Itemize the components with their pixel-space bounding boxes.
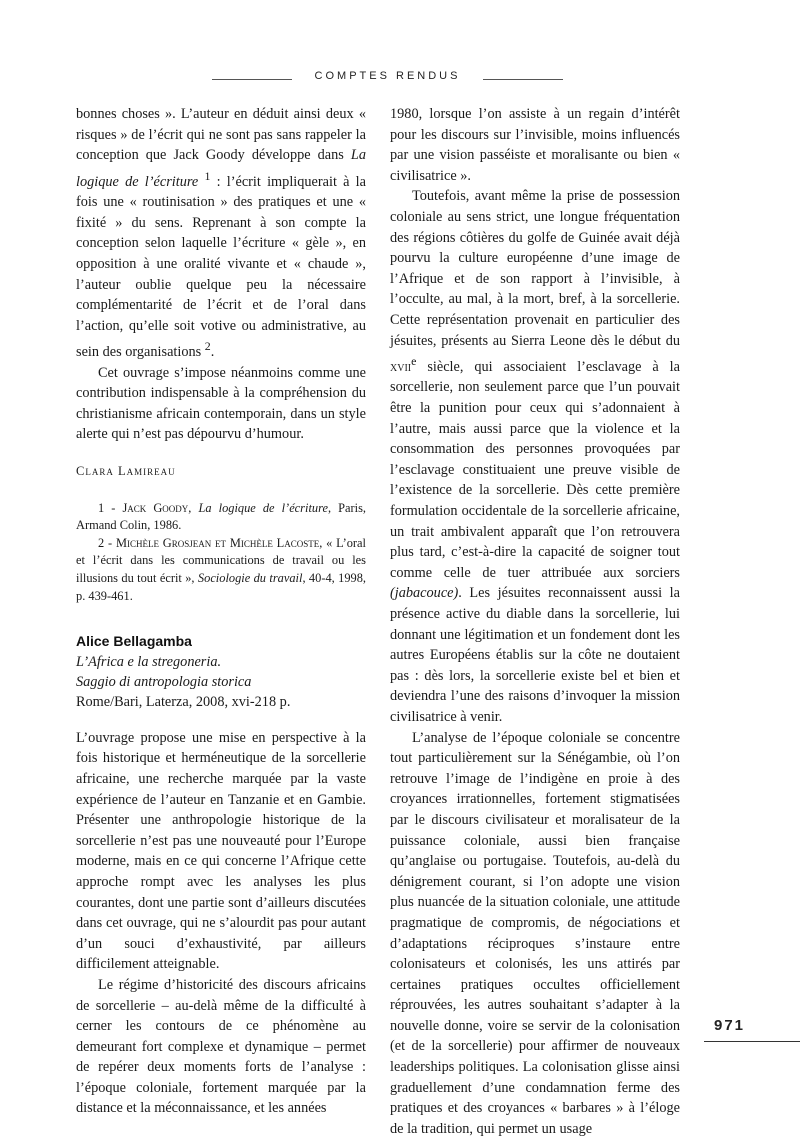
footnote-1: 1 - Jack Goody, La logique de l’écriture, Paris, Armand Colin, 1986.: [76, 500, 366, 533]
footnotes: [76, 500, 366, 606]
paragraph: Cet ouvrage s’impose néanmoins comme une contribution indispensable à la compréhension du christianisme africain contemporain, dans un style alerte qui n’est pas dépourvu d’humour.: [76, 364, 366, 443]
paragraph: Toutefois, avant même la prise de possession coloniale au sens strict, une longue fréquentation des régions côtières du golfe de Guinée avait déjà pourvu la culture européenne d’une image de l’Afrique et de son rapport à l’invisible, à l’occulte, au mal, à la mort, bref, à la sorcellerie. Cette représentation provenait en particulier des jésuites, présents au Sierra Leone dès le début du xvii$^e$ siècle, qui associaient l’esclavage à la sorcellerie, non seulement parce que l’un pouvait être la punition pour ceux qui s’adonnaient à l’autre, mais aussi parce que la violence et la consommation des personnes provoquées par l’esclavage constituaient une preuve visible de l’existence de la sorcellerie. Dès cette première formulation occidentale de la sorcellerie africaine, un trait ambivalent apparaît que l’on retrouvera plus tard, c’est-à-dire la capacité de soigner tout comme celle de tuer attribuée aux sorciers (jabacouce). Les jésuites reconnaissent aussi la présence active du diable dans la sorcellerie, lui donnant une légitimation et un fondement dont les autres Européens établis sur la côte ne doutaient pas : dès lors, la sorcellerie existe bel et bien et deviendra l’une des raisons d’invoquer la mission civilisatrice à venir.: [390, 188, 680, 725]
page-number: 971: [714, 1017, 746, 1034]
review-author: Alice Bellagamba: [76, 633, 192, 650]
left-column: [76, 104, 366, 1119]
page-number-rule: [704, 1041, 800, 1042]
paragraph: 1980, lorsque l’on assiste à un regain d’intérêt pour les discours sur l’invisible, moins influencés par une vision passéiste et moralisante ou bien « civilisatrice ».: [390, 106, 680, 184]
review-heading: [76, 631, 366, 712]
paragraph: L’analyse de l’époque coloniale se concentre tout particulièrement sur la Sénégambie, où l’on retrouve l’image de l’indigène en proie à des croyances irrationnelles, fortement stigmatisées par le discours civilisateur et moralisateur de la puissance coloniale, aussi bien française qu’anglaise ou portugaise. Toutefois, au-delà du dénigrement courant, si l’on adopte une vision plus nuancée de la situation coloniale, une attitude pragmatique de compromis, de négociations et d’adaptations réciproques s’instaure entre colonisateurs et colonisés, les uns attirés par certaines pratiques occultes officiellement réprouvées, les autres souhaitant s’adapter à la nouvelle donne, voire se servir de la colonisation (et de la sorcellerie) pour affirmer de nouveaux leaderships politiques. La colonisation glisse ainsi graduellement d’une condamnation ferme des pratiques et des croyances « barbares » à l’éloge de la tradition, qui permet un usage: [390, 729, 680, 1137]
footnote-ref: 2: [204, 339, 211, 354]
header-rule-left: [212, 79, 292, 80]
review-title-line-2: Saggio di antropologia storica: [76, 673, 252, 690]
book-title: La logique de l’écriture: [76, 147, 366, 190]
footnote-ref: 1: [204, 168, 211, 183]
footnote-2: 2 - Michèle Grosjean et Michèle Lacoste, « L’oral et l’écrit dans les communications de travail ou les illusions du tout écrit », Sociologie du travail, 40-4, 1998, p. 439-461.: [76, 535, 366, 603]
review-publication: Rome/Bari, Laterza, 2008, xvi-218 p.: [76, 693, 291, 710]
paragraph: bonnes choses ». L’auteur en déduit ainsi deux « risques » de l’écrit qui ne sont pas sans rappeler la conception que Jack Goody développe dans La logique de l’écriture $^1$ : l’écrit impliquerait à la fois une « routinisation » des pratiques et une « fixité » du sens. Reprenant à son compte la conception selon laquelle l’écriture « gèle », en opposition à une oralité vivante et « chaude », l’auteur oublie quelque peu la nécessaire complémentarité de l’écrit et de l’oral dans l’action, qu’elle soit votive ou administrative, au sein des organisations $^2$.: [76, 106, 367, 361]
review-body: [76, 728, 366, 1119]
header-title: COMPTES RENDUS: [314, 70, 461, 82]
paragraph: L’ouvrage propose une mise en perspective à la fois historique et herméneutique de la sorcellerie africaine, une recherche marquée par la vaste expérience de l’auteur en Tanzanie et en Gambie. Présenter une anthropologie historique de la sorcellerie n’est pas une nouveauté pour l’Europe moderne, mais en ce qui concerne l’Afrique cette approche rompt avec les analyses les plus courantes, dont une partie sont d’ailleurs discutées dans cet ouvrage, qui ne s’alourdit pas pour autant d’un souci d’exhaustivité, par ailleurs difficilement atteignable.: [76, 729, 366, 973]
paragraph: Le régime d’historicité des discours africains de sorcellerie – au-delà même de la difficulté à cerner les contours de ce phénomène au demeurant fort complexe et dynamique – permet de repérer deux moments forts de l’analyse : l’époque coloniale, fortement marquée par la distance et la méconnaissance, et les années: [76, 976, 366, 1117]
running-header: [0, 70, 800, 90]
header-rule-right: [483, 79, 563, 80]
review-signature: Clara Lamireau: [76, 464, 176, 479]
review-title-line-1: L’Africa e la stregoneria.: [76, 653, 222, 670]
right-column: [390, 104, 680, 1139]
